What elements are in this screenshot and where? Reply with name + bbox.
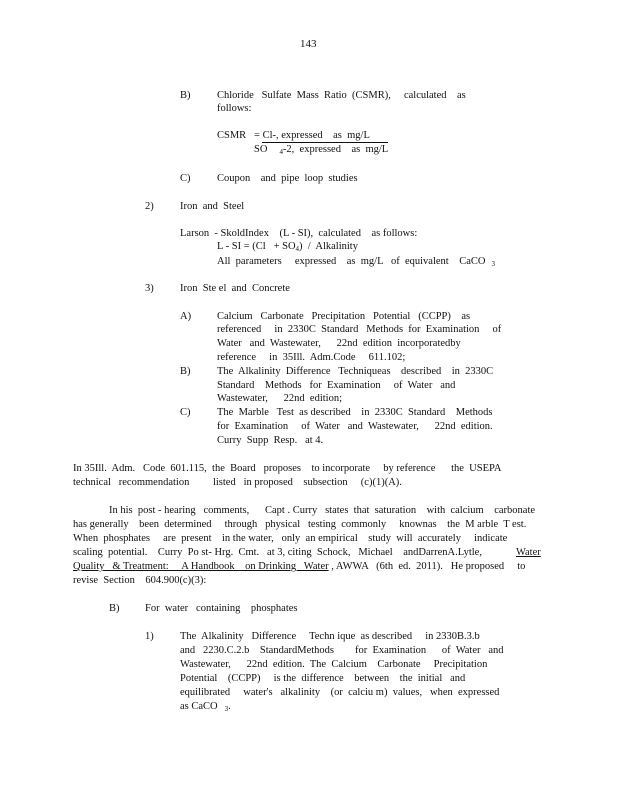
- csmr-formula-lhs: CSMR = Cl: [217, 130, 273, 141]
- item-marker-c-marble: C): [180, 407, 191, 418]
- lsi-line2: [217, 240, 358, 256]
- caco-text: as CaCO: [180, 701, 218, 712]
- alkalinity-line: Wastewater, 22nd edition;: [217, 393, 342, 404]
- csmr-formula-numerator: [262, 129, 388, 143]
- iron-steel-concrete-heading: Iron Ste el and Concrete: [180, 283, 290, 294]
- paragraph-line: In 35Ill. Adm. Code 601.115, the Board proposes to incorporate by reference the USEPA: [73, 463, 502, 474]
- lsi-line3-a: All parameters expressed as mg/L of equivalent CaCO: [217, 256, 486, 267]
- paragraph-line: When phosphates are present in the water, only an empirical study will accurately indicate: [73, 533, 508, 544]
- ccpp-line: Water and Wastewater, 22nd edition incorporatedby: [217, 338, 461, 349]
- lsi-line3: [217, 255, 495, 271]
- caco-tail: .: [228, 701, 231, 712]
- iron-steel-heading: Iron and Steel: [180, 201, 245, 212]
- item-marker-2: 2): [145, 201, 154, 212]
- lsi-line1: Larson - SkoldIndex (L - SI), calculated as follows:: [180, 228, 418, 239]
- marble-line: The Marble Test as described in 2330C Standard Methods: [217, 407, 493, 418]
- phosphates-heading: For water containing phosphates: [145, 603, 298, 614]
- paragraph-line: has generally been determined through physical testing commonly knownas the M arble T est.: [73, 519, 527, 530]
- phos-line: and 2230.C.2.b StandardMethods for Examination of Water and: [180, 645, 504, 656]
- csmr-den-subscript: 4: [279, 148, 283, 156]
- marble-line: for Examination of Water and Wastewater, 22nd edition.: [217, 421, 493, 432]
- coupon-text: Coupon and pipe loop studies: [217, 173, 358, 184]
- page-number: 143: [300, 38, 317, 50]
- paragraph-line: revise Section 604.900(c)(3):: [73, 575, 207, 586]
- csmr-text-line1: Chloride Sulfate Mass Ratio (CSMR), calculated as: [217, 90, 466, 101]
- item-marker-b-alkalinity: B): [180, 366, 191, 377]
- lsi-line3-subscript: 3: [491, 260, 495, 268]
- ccpp-line: Calcium Carbonate Precipitation Potential (CCPP) as: [217, 311, 471, 322]
- alkalinity-line: The Alkalinity Difference Techniqueas described in 2330C: [217, 366, 494, 377]
- paragraph-line: In his post - hearing comments, Capt . Curry states that saturation with calcium carbonate: [109, 505, 536, 516]
- phos-line: equilibrated water's alkalinity (or calciu m) values, when expressed: [180, 687, 500, 698]
- item-marker-1: 1): [145, 631, 154, 642]
- lsi-line2-a: L - SI = (Cl + SO: [217, 241, 296, 252]
- lsi-line2-b: ) / Alkalinity: [299, 241, 358, 252]
- csmr-numerator-text: -, expressed as mg/L: [262, 130, 370, 141]
- paragraph-line: [73, 560, 525, 573]
- ccpp-line: referenced in 2330C Standard Methods for Examination of: [217, 324, 502, 335]
- paragraph-line-text: scaling potential. Curry Po st- Hrg. Cmt. at 3, citing Schock, Michael andDarrenA.Lytle,: [73, 547, 482, 558]
- item-marker-b-csmr: B): [180, 90, 191, 101]
- caco-subscript: 3: [224, 705, 229, 713]
- lsi-line2-subscript: 4: [295, 245, 300, 253]
- ccpp-line: reference in 35Ill. Adm.Code 611.102;: [217, 352, 406, 363]
- alkalinity-line: Standard Methods for Examination of Water and: [217, 380, 456, 391]
- paragraph-line: [73, 546, 541, 559]
- book-title-part2: Quality & Treatment: A Handbook on Drinking Water: [73, 561, 329, 572]
- paragraph-line-rest: , AWWA (6th ed. 2011). He proposed to: [328, 561, 526, 572]
- item-marker-a-ccpp: A): [180, 311, 192, 322]
- item-marker-c-coupon: C): [180, 173, 191, 184]
- book-title-part1: Water: [515, 547, 541, 558]
- csmr-den-so: SO: [254, 144, 268, 155]
- phos-line: Potential (CCPP) is the difference between the initial and: [180, 673, 466, 684]
- marble-line: Curry Supp Resp. at 4.: [217, 435, 324, 446]
- csmr-den-rest: -2, expressed as mg/L: [282, 144, 389, 155]
- item-marker-b-phosphates: B): [109, 603, 120, 614]
- item-marker-3: 3): [145, 283, 154, 294]
- phos-line: The Alkalinity Difference Techn ique as described in 2330B.3.b: [180, 631, 480, 642]
- csmr-formula-denominator: [254, 143, 388, 159]
- phos-line-last: [180, 700, 231, 716]
- csmr-text-line2: follows:: [217, 103, 252, 114]
- phos-line: Wastewater, 22nd edition. The Calcium Carbonate Precipitation: [180, 659, 488, 670]
- paragraph-line: technical recommendation listed in proposed subsection (c)(1)(A).: [73, 477, 402, 488]
